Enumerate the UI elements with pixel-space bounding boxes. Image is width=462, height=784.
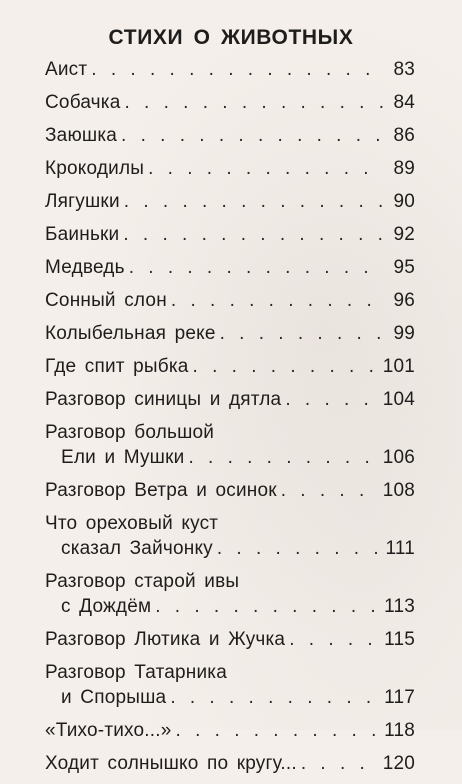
toc-entry-title: Что ореховый куст [45, 513, 219, 534]
toc-entry-line [45, 255, 415, 280]
toc-entry [45, 123, 415, 148]
toc-entry-title: Разговор Ветра и осинок [45, 480, 277, 501]
toc-entry-line [45, 189, 415, 214]
toc-page-number: 118 [384, 720, 415, 741]
toc-entry-line [45, 57, 415, 82]
toc-entry [45, 718, 415, 743]
dot-leader [171, 288, 383, 313]
toc-page-number: 92 [393, 224, 415, 245]
toc-page-number: 99 [393, 323, 415, 344]
toc-entry [45, 222, 415, 247]
dot-leader [124, 90, 383, 115]
toc-entry-title: сказал Зайчонку [61, 538, 213, 559]
dot-leader [124, 189, 383, 214]
toc-entry [45, 751, 415, 776]
toc-entry [45, 288, 415, 313]
toc-entry-line [45, 445, 415, 470]
toc-entry-title: Разговор старой ивы [45, 571, 240, 592]
dot-leader [281, 478, 379, 503]
toc-entry-line [45, 478, 415, 503]
toc-entry [45, 321, 415, 346]
toc-entry-line [45, 222, 415, 247]
toc-entry-line [45, 660, 415, 685]
dot-leader [176, 718, 381, 743]
dot-leader [289, 627, 380, 652]
toc-page-number: 83 [393, 59, 415, 80]
toc-entry-line [45, 123, 415, 148]
toc-page-number: 86 [393, 125, 415, 146]
toc-entry [45, 156, 415, 181]
toc-page-number: 96 [393, 290, 415, 311]
toc-entry [45, 90, 415, 115]
toc-entry-title: Баиньки [45, 224, 120, 245]
toc-entry-title: Собачка [45, 92, 121, 113]
toc-entry [45, 57, 415, 82]
toc-entry-line [45, 156, 415, 181]
dot-leader [91, 57, 383, 82]
dot-leader [170, 685, 380, 710]
toc-page-number: 115 [384, 629, 415, 650]
dot-leader [217, 536, 382, 561]
dot-leader [301, 751, 379, 776]
toc-entry [45, 255, 415, 280]
toc-entry-title: Заюшка [45, 125, 118, 146]
toc-entry-line [45, 685, 415, 710]
toc-entry-title: с Дождём [61, 596, 152, 617]
toc-page-number: 104 [382, 389, 415, 410]
toc-entry-title: Медведь [45, 257, 125, 278]
toc-entry-line [45, 594, 415, 619]
toc-entry-line [45, 511, 415, 536]
toc-entry [45, 660, 415, 710]
toc-entry-title: Ходит солнышко по кругу... [45, 753, 297, 774]
toc-entry [45, 420, 415, 470]
toc-entry-title: Ели и Мушки [61, 447, 185, 468]
dot-leader [155, 594, 380, 619]
toc-entry-line [45, 90, 415, 115]
dot-leader [129, 255, 383, 280]
toc-entry-line [45, 387, 415, 412]
toc-page-number: 95 [393, 257, 415, 278]
toc-entry-line [45, 751, 415, 776]
toc-entry-line [45, 354, 415, 379]
toc-page-number: 108 [382, 480, 415, 501]
toc-page-number: 111 [385, 538, 415, 559]
dot-leader [285, 387, 378, 412]
toc-entry-line [45, 718, 415, 743]
dot-leader [188, 445, 378, 470]
toc-entry [45, 627, 415, 652]
toc-page-number: 120 [382, 753, 415, 774]
toc-entry-title: Разговор синицы и дятла [45, 389, 282, 410]
toc-entry-line [45, 627, 415, 652]
toc-entry-title: Крокодилы [45, 158, 145, 179]
toc-entry [45, 478, 415, 503]
toc-entry-title: Сонный слон [45, 290, 167, 311]
toc-entry [45, 354, 415, 379]
toc-page-number: 113 [384, 596, 415, 617]
toc-entry-title: и Спорыша [61, 687, 167, 708]
table-of-contents [45, 57, 415, 784]
section-title: СТИХИ О ЖИВОТНЫХ [108, 26, 354, 49]
dot-leader [148, 156, 383, 181]
toc-page-number: 106 [382, 447, 415, 468]
toc-entry [45, 569, 415, 619]
toc-entry-line [45, 536, 415, 561]
toc-page-number: 89 [393, 158, 415, 179]
toc-page-number: 101 [382, 356, 415, 377]
dot-leader [121, 123, 383, 148]
toc-page-number: 117 [384, 687, 415, 708]
toc-entry [45, 511, 415, 561]
toc-entry-title: Аист [45, 59, 88, 80]
toc-entry-line [45, 420, 415, 445]
toc-entry-line [45, 321, 415, 346]
dot-leader [220, 321, 383, 346]
toc-entry-title: Разговор Лютика и Жучка [45, 629, 286, 650]
toc-entry-line [45, 569, 415, 594]
dot-leader [193, 354, 379, 379]
toc-entry-title: «Тихо-тихо...» [45, 720, 172, 741]
toc-entry-title: Колыбельная реке [45, 323, 216, 344]
toc-entry-title: Лягушки [45, 191, 120, 212]
toc-entry-title: Где спит рыбка [45, 356, 189, 377]
dot-leader [123, 222, 383, 247]
toc-page-number: 90 [393, 191, 415, 212]
toc-entry-line [45, 288, 415, 313]
toc-entry-title: Разговор Татарника [45, 662, 228, 683]
toc-page-number: 84 [393, 92, 415, 113]
toc-entry [45, 189, 415, 214]
toc-entry [45, 387, 415, 412]
toc-entry-title: Разговор большой [45, 422, 215, 443]
